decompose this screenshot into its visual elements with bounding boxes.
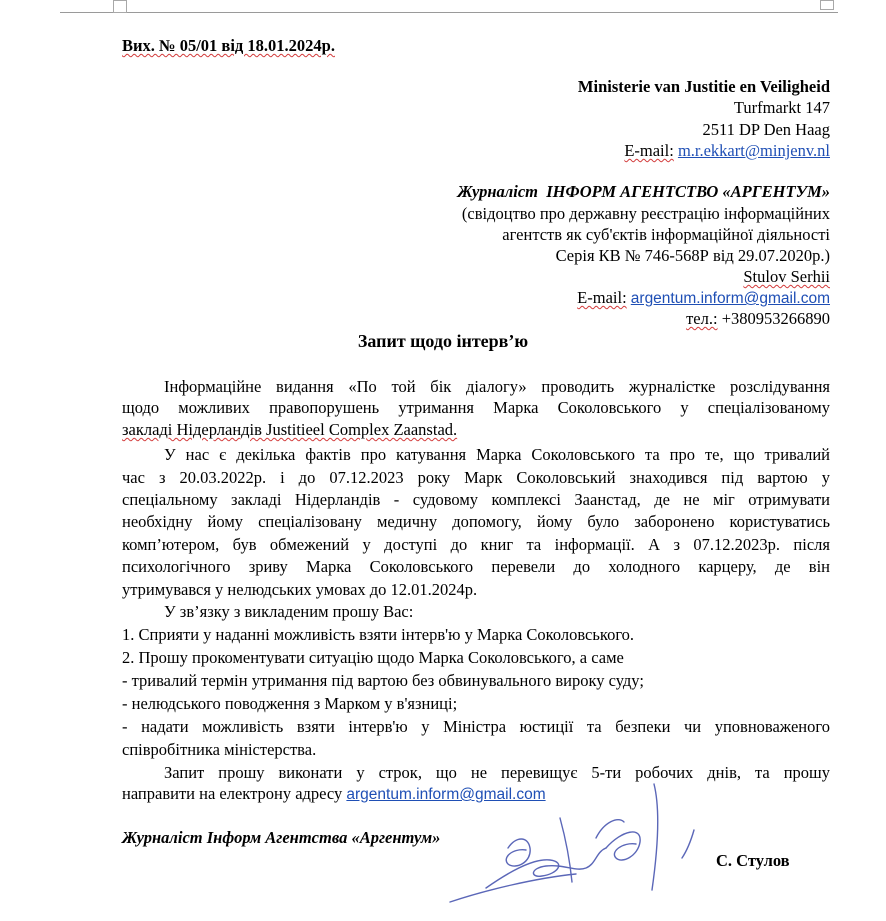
body-p1-line3: закладі Нідерландів Justitieel Complex Zaanstad. xyxy=(122,420,458,439)
recipient-name: Ministerie van Justitie en Veiligheid xyxy=(577,77,830,96)
signature-name: С. Стулов xyxy=(716,851,790,870)
sender-cert-line2: агентств як суб'єктів інформаційної діяльності xyxy=(502,225,830,244)
body-p2-line6: психологічного зриву Марка Соколовського перевели до холодного карцеру, де він xyxy=(122,557,830,576)
requests-intro: У зв’язку з викладеним прошу Вас: xyxy=(164,602,414,621)
request-sub-3-line1: - надати можливість взяти інтерв'ю у Міністра юстиції та безпеки чи уповноваженого xyxy=(122,717,830,736)
sender-title: Журналіст ІНФОРМ АГЕНТСТВО «АРГЕНТУМ» xyxy=(457,182,830,201)
sender-name: Stulov Serhii xyxy=(743,267,830,286)
sender-email-line: E-mail: argentum.inform@gmail.com xyxy=(577,288,830,307)
body-p1-line1: Інформаційне видання «По той бік діалогу» проводить журналістке розслідування xyxy=(164,377,830,396)
request-item-1: 1. Сприяти у наданні можливість взяти інтерв'ю у Марка Соколовського. xyxy=(122,625,635,644)
closing-line2: направити на електрону адресу argentum.inform@gmail.com xyxy=(122,784,546,803)
sender-cert-line3: Серія КВ № 746-568Р від 29.07.2020р.) xyxy=(555,246,830,265)
body-p1-line2: щодо можливих правопорушень утримання Марка Соколовського у спеціалізованому xyxy=(122,398,830,417)
recipient-city: 2511 DP Den Haag xyxy=(702,120,830,139)
body-p2-line1: У нас є декілька фактів про катування Марка Соколовського та про те, що тривалий xyxy=(164,445,830,464)
closing-line1: Запит прошу виконати у строк, що не перевищує 5-ти робочих днів, та прошу xyxy=(164,763,830,782)
body-p2-line4: необхідну йому спеціалізовану медичну допомогу, йому було заборонено користуватись xyxy=(122,512,830,531)
recipient-street: Turfmarkt 147 xyxy=(733,98,830,117)
body-p2-line5: комп’ютером, був обмежений у доступі до книг та інформації. А з 07.12.2023р. після xyxy=(122,535,830,554)
sender-email-link[interactable]: argentum.inform@gmail.com xyxy=(630,290,830,307)
recipient-email-line: E-mail: m.r.ekkart@minjenv.nl xyxy=(624,141,830,160)
request-sub-2: - нелюдського поводження з Марком у в'язниці; xyxy=(122,694,458,713)
recipient-email-link[interactable]: m.r.ekkart@minjenv.nl xyxy=(677,141,830,160)
sender-phone-line: тел.: +380953266890 xyxy=(686,309,830,328)
request-sub-3-line2: співробітника міністерства. xyxy=(122,740,317,759)
letter-subject: Запит щодо інтерв’ю xyxy=(357,331,529,351)
handwritten-signature xyxy=(446,778,716,918)
outgoing-reference: Вих. № 05/01 від 18.01.2024р. xyxy=(122,36,335,55)
body-p2-line7: утримувався у нелюдських умовах до 12.01.2024р. xyxy=(122,580,478,599)
request-sub-1: - тривалий термін утримання під вартою без обвинувального вироку суду; xyxy=(122,671,644,690)
request-item-2: 2. Прошу прокоментувати ситуацію щодо Марка Соколовського, а саме xyxy=(122,648,624,667)
body-p2-line2: час з 20.03.2022р. і до 07.12.2023 року Марк Соколовський знаходився під вартою у xyxy=(122,468,830,487)
sender-cert-line1: (свідоцтво про державну реєстрацію інформаційних xyxy=(461,204,830,223)
signature-role: Журналіст Інформ Агентства «Аргентум» xyxy=(122,828,441,847)
closing-email-link[interactable]: argentum.inform@gmail.com xyxy=(346,786,546,803)
body-p2-line3: спеціальному закладі Нідерландів - судовому комплексі Заанстад, де не міг отримувати xyxy=(122,490,830,509)
